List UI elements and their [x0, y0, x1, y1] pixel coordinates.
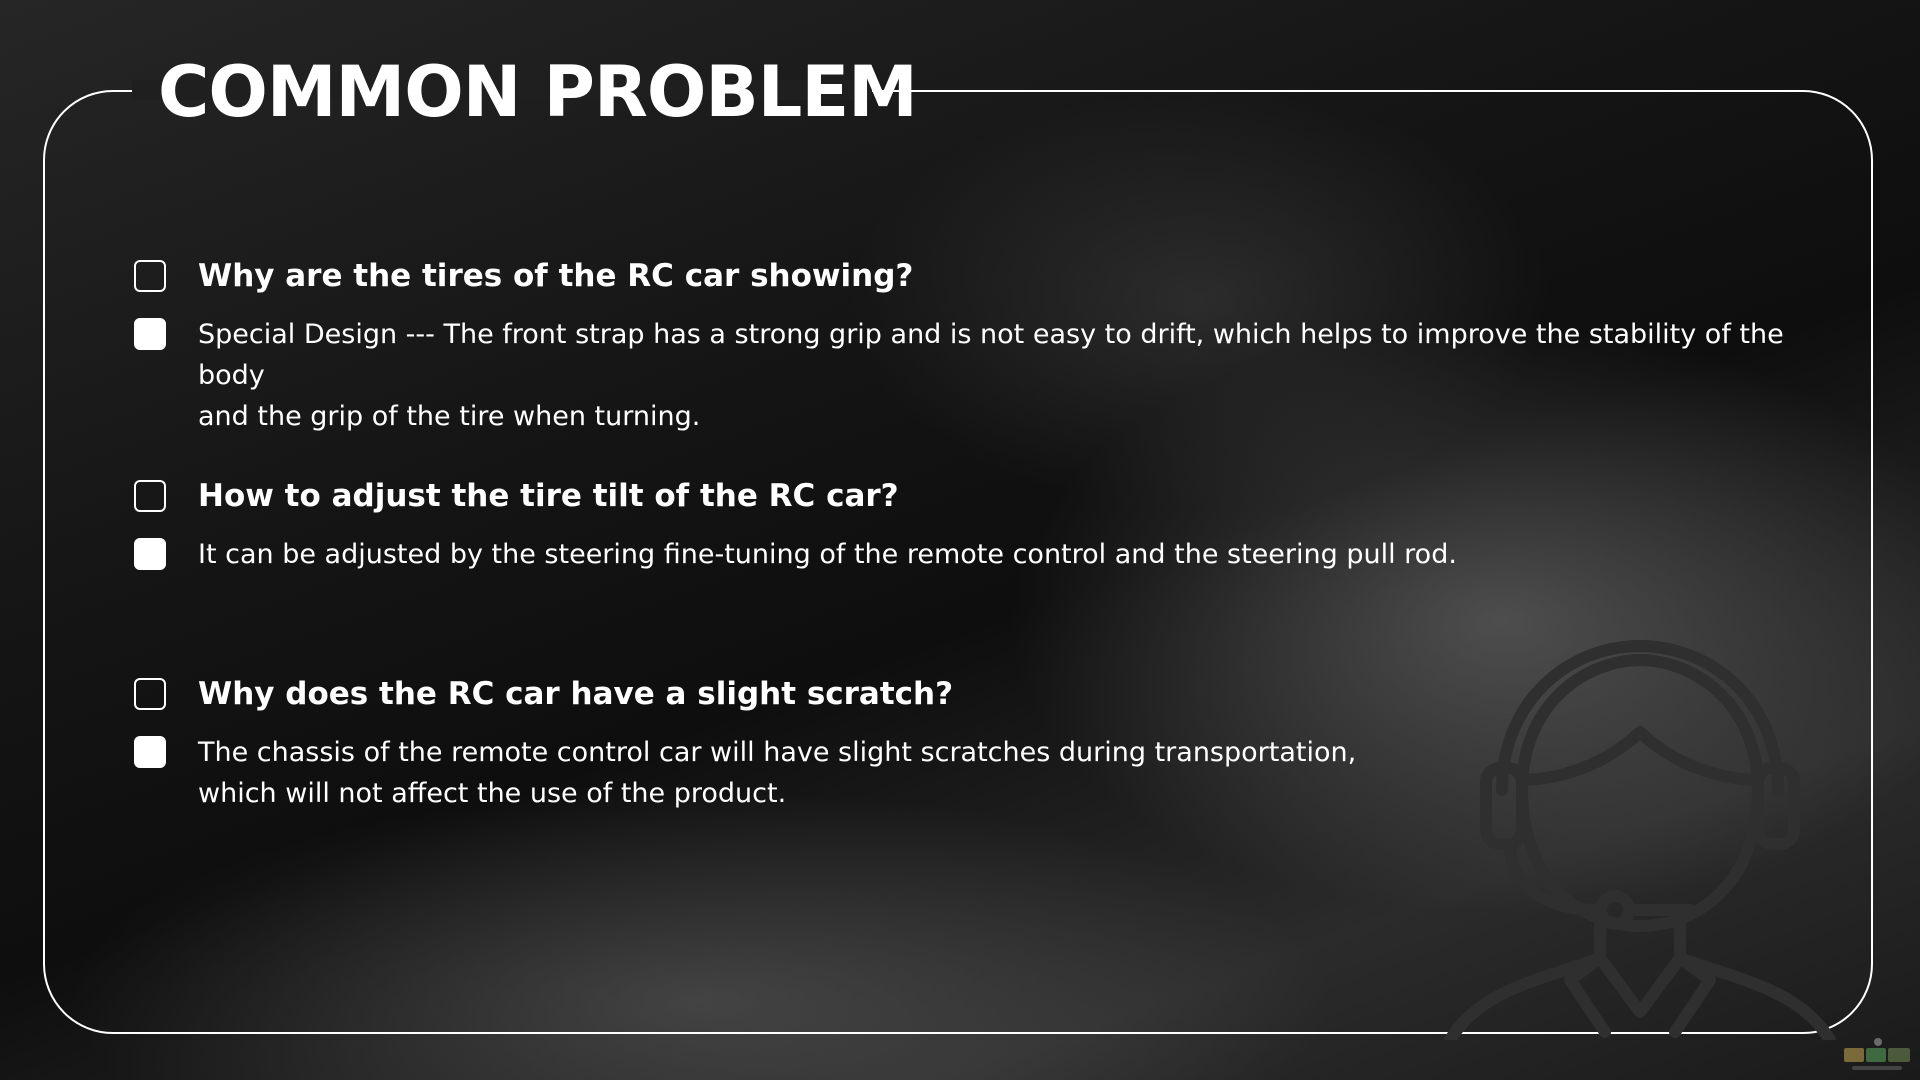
faq-answer-line: Special Design --- The front strap has a strong grip and is not easy to drift, which helps to improve the stability of the body [198, 319, 1784, 391]
faq-answer-line: It can be adjusted by the steering fine-tuning of the remote control and the steering pull rod. [198, 539, 1457, 570]
faq-answer-line: and the grip of the tire when turning. [198, 401, 701, 432]
faq-question: Why does the RC car have a slight scratch? [198, 676, 954, 712]
outline-checkbox-icon [134, 480, 166, 512]
faq-answer-row [134, 314, 1814, 437]
faq-question-row [134, 474, 1814, 518]
customer-support-agent-icon [1440, 640, 1840, 1040]
faq-question: Why are the tires of the RC car showing? [198, 258, 914, 294]
page-title: COMMON PROBLEM [158, 51, 917, 133]
filled-checkbox-icon [134, 736, 166, 768]
filled-checkbox-icon [134, 318, 166, 350]
faq-answer-line: The chassis of the remote control car will have slight scratches during transportation, [198, 737, 1357, 768]
faq-item [134, 254, 1814, 437]
faq-item [134, 474, 1814, 575]
outline-checkbox-icon [134, 678, 166, 710]
toy-logo [1842, 1036, 1912, 1076]
outline-checkbox-icon [134, 260, 166, 292]
faq-question: How to adjust the tire tilt of the RC car? [198, 478, 899, 514]
filled-checkbox-icon [134, 538, 166, 570]
faq-answer-row [134, 534, 1814, 575]
faq-question-row [134, 254, 1814, 298]
faq-answer-line: which will not affect the use of the product. [198, 778, 787, 809]
